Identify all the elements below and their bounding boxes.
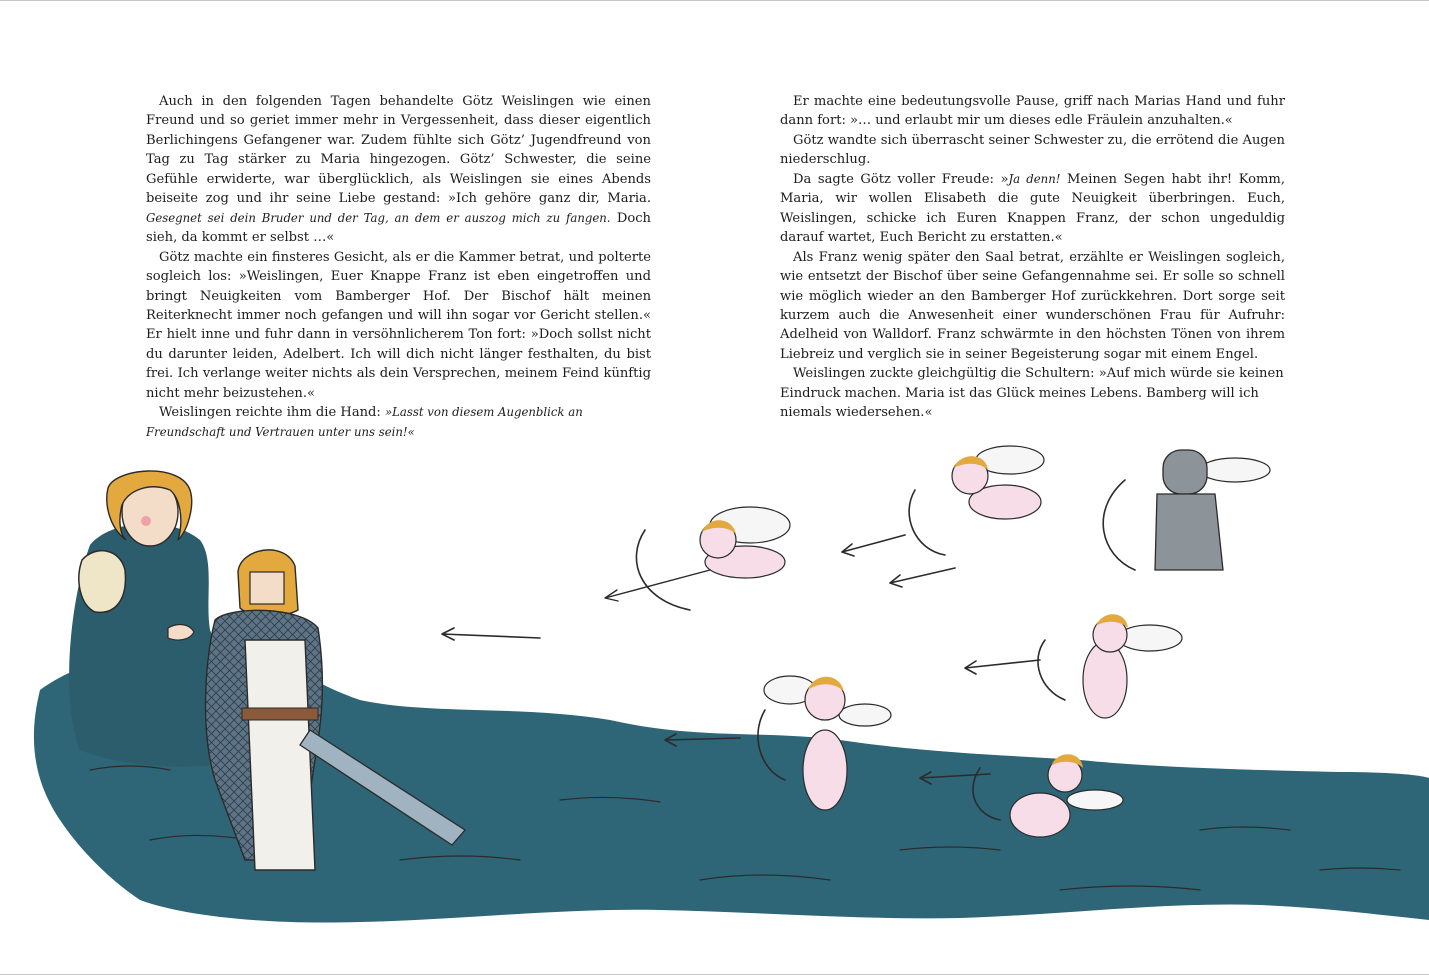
cupid-wing <box>839 704 891 726</box>
arrow <box>890 568 955 587</box>
bow <box>1038 640 1065 700</box>
cupid-body <box>803 730 847 810</box>
paragraph: Götz machte ein finsteres Gesicht, als er die Kammer betrat, und polterte sogleich los: »Weislingen, Euer Knappe Franz ist eben eingetroffen und bringt Neuigkeiten vom Bamberger Hof. Der Bischof hält meinen Reiterknecht immer noch gefangen und will ihn sogar vor Gericht stellen.« Er hielt inne und fuhr dann in versöhnlicherem Ton fort: »Doch sollst nicht du darunter leiden, Adelbert. Ich will dich nicht länger festhalten, du bist frei. Ich verlange weiter nichts als dein Versprechen, meinem Feind künftig nicht mehr beizustehen.« <box>146 249 651 401</box>
armor-helmet <box>1163 450 1207 494</box>
text-run: Weislingen reichte ihm die Hand: <box>159 405 386 421</box>
text-run: Auch in den folgenden Tagen behandelte Götz Weislingen wie einen Freund und so geriet immer mehr in Vergessenheit, dass dieser eigentlich Berlichingens Gefangener war. Zudem fühlte sich Götz’ Jugendfreund von Tag zu Tag stärker zu Maria hingezogen. Götz’ Schwester, die seine Gefühle erwiderte, war überglücklich, als Weislingen sie eines Abends beiseite zog und ihr seine Liebe gestand: »Ich gehöre ganz dir, Maria. <box>146 94 651 207</box>
maria-sleeve <box>79 551 126 613</box>
cupid-wing <box>1200 458 1270 482</box>
text-run: Meinen Segen habt ihr! Komm, Maria, wir wollen Elisabeth die gute Neuigkeit überbringen. Euch, Weislingen, schicke ich Euren Knappen Franz, der schon ungeduldig darauf wartet, Euch Bericht zu erstatten.« <box>780 171 1286 246</box>
italic-quote: »Lasst von diesem Augenblick an Freundschaft und Vertrauen unter uns sein!« <box>146 405 583 439</box>
paragraph: Weislingen zuckte gleichgültig die Schultern: »Auf mich würde sie keinen Eindruck machen. Maria ist das Glück meines Lebens. Bamberg will ich niemals wiedersehen.« <box>780 366 1284 421</box>
cupid-archer <box>605 507 790 610</box>
text-run: Doch sieh, da kommt er selbst …« <box>146 210 651 246</box>
armored-cupid-archer <box>1103 450 1270 570</box>
knight-face <box>250 572 284 604</box>
knight-tabard <box>245 640 315 870</box>
italic-quote: Gesegnet sei dein Bruder und der Tag, an dem er auszog mich zu fangen. <box>146 210 611 225</box>
bow <box>909 490 945 555</box>
paragraph: Er machte eine bedeutungsvolle Pause, griff nach Marias Hand und fuhr dann fort: »… und erlaubt mir um dieses edle Fräulein anzuhalten.« <box>780 94 1285 129</box>
cupid-archer <box>1038 614 1182 718</box>
italic-quote: Ja denn! <box>1008 171 1061 186</box>
knight-belt <box>242 708 318 720</box>
arrow <box>965 660 1040 674</box>
cupid-body <box>1010 793 1070 837</box>
cupid-body <box>1083 642 1127 718</box>
cupid-wing <box>1067 790 1123 810</box>
text-run: Da sagte Götz voller Freude: » <box>793 171 1009 187</box>
bow <box>636 530 690 610</box>
paragraph: Als Franz wenig später den Saal betrat, erzählte er Weislingen sogleich, wie entsetzt der Bischof über seine Gefangennahme sei. Er solle so schnell wie möglich wieder an den Bamberger Hof zurückkehren. Dort sorge seit kurzem auch die Anwesenheit einer wunderschönen Frau für Aufruhr: Adelheid von Walldorf. Franz schwärmte in den höchsten Tönen von ihrem Liebreiz und verglich sie in seiner Begeisterung sogar mit einem Engel. <box>780 249 1285 362</box>
maria-blush <box>141 516 151 526</box>
arrow <box>842 535 905 556</box>
armor-body <box>1155 494 1223 570</box>
arrow <box>442 628 540 640</box>
cupid-archer <box>909 446 1044 555</box>
paragraph: Götz wandte sich überrascht seiner Schwester zu, die errötend die Augen niederschlug. <box>780 132 1285 168</box>
bow <box>1103 480 1135 570</box>
cupid-wing <box>1118 625 1182 651</box>
